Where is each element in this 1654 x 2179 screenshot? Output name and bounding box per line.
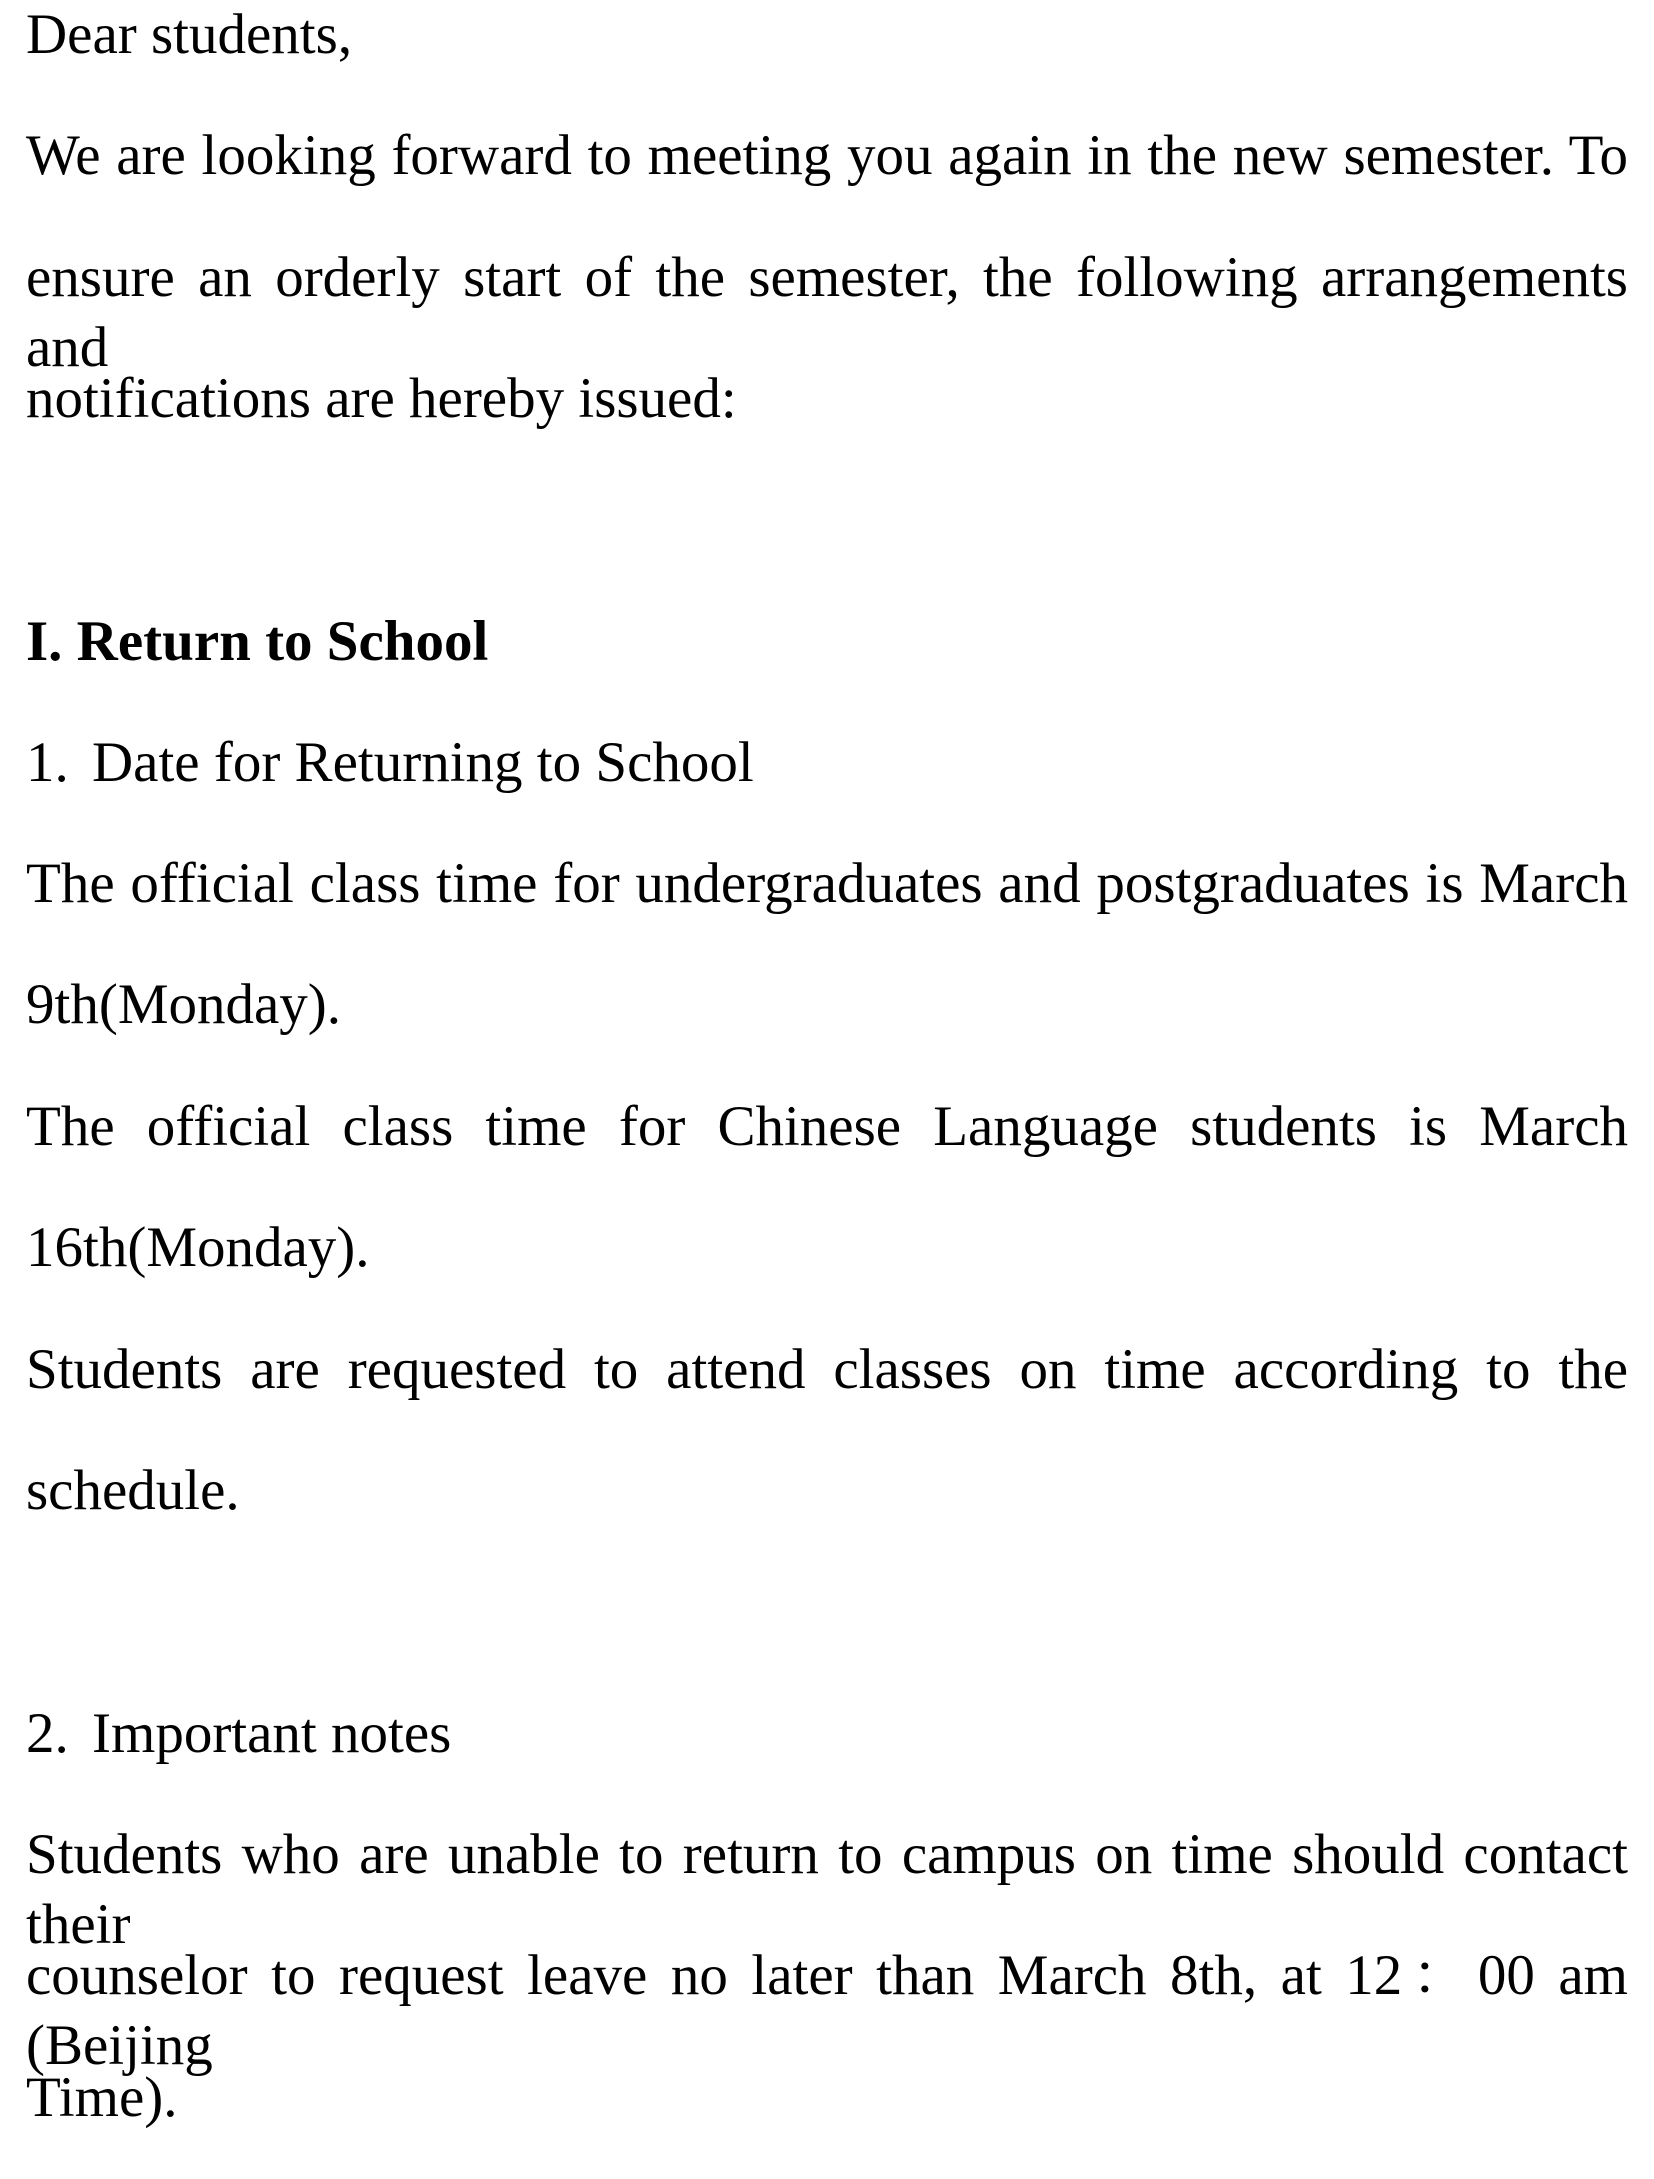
body-line: Students are requested to attend classes on time according to the (26, 1338, 1628, 1401)
body-line: 16th(Monday). (26, 1216, 370, 1279)
body-line: counselor to request leave no later than March 8th, at 12：00 am (Beijing (26, 1944, 1628, 2077)
notice-document (26, 0, 1628, 2179)
intro-line: notifications are hereby issued: (26, 367, 737, 430)
subsection-title-1 (26, 728, 1628, 798)
body-line: The official class time for Chinese Language students is March (26, 1095, 1628, 1158)
subsection-title-text: Date for Returning to School (92, 731, 754, 794)
subsection-number: 1. (26, 731, 69, 794)
body-line: Time). (26, 2066, 178, 2129)
body-line: Students who are unable to return to campus on time should contact their (26, 1823, 1628, 1956)
section-heading: I. Return to School (26, 610, 489, 673)
subsection-number: 2. (26, 1702, 69, 1765)
subsection-title-text: Important notes (92, 1702, 452, 1765)
salutation: Dear students, (26, 3, 353, 66)
body-line: schedule. (26, 1459, 240, 1522)
intro-line: We are looking forward to meeting you again in the new semester. To (26, 124, 1628, 187)
body-line: 9th(Monday). (26, 973, 342, 1036)
intro-line: ensure an orderly start of the semester, the following arrangements and (26, 246, 1628, 379)
subsection-title-2 (26, 1699, 1628, 1769)
body-line: The official class time for undergraduates and postgraduates is March (26, 852, 1628, 915)
